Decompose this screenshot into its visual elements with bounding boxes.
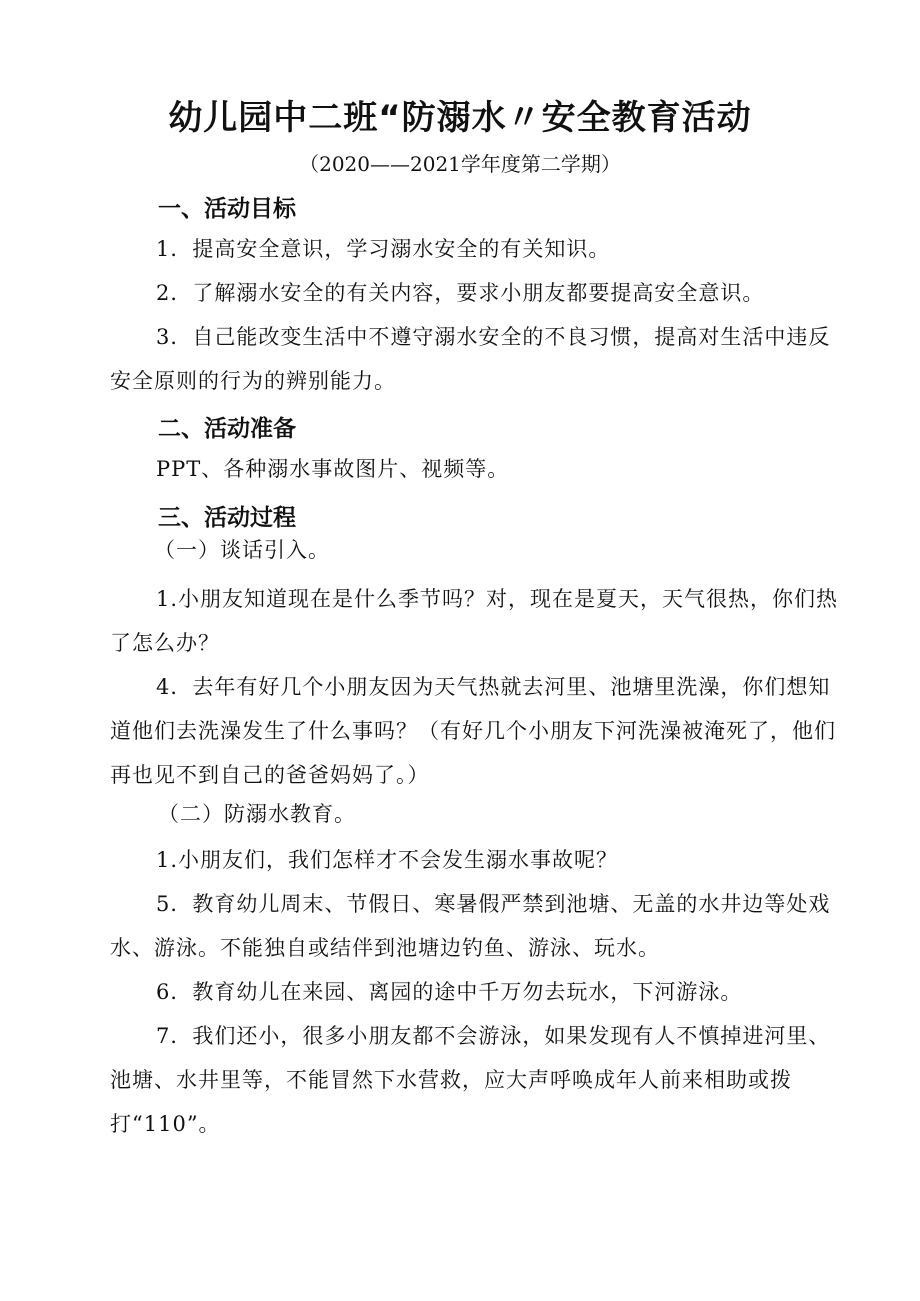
part2-item-2: 5．教育幼儿周末、节假日、寒暑假严禁到池塘、无盖的水井边等处戏水、游泳。不能独自或结伴到池塘边钓鱼、游泳、玩水。 — [110, 892, 831, 960]
document-subtitle: （2020——2021学年度第二学期） — [299, 152, 621, 176]
part1-item-2: 4．去年有好几个小朋友因为天气热就去河里、池塘里洗澡，你们想知道他们去洗澡发生了什么事吗？（有好几个小朋友下河洗澡被淹死了，他们再也见不到自己的爸爸妈妈了。） — [110, 675, 836, 787]
document-title: 幼儿园中二班“防溺水〃安全教育活动 — [168, 98, 752, 138]
section-heading-preparation: 二、活动准备 — [158, 416, 296, 442]
section-heading-process: 三、活动过程 — [158, 505, 296, 531]
section-heading-goals: 一、活动目标 — [158, 196, 296, 222]
part2-item-3: 6．教育幼儿在来园、离园的途中千万勿去玩水，下河游泳。 — [156, 980, 743, 1004]
goal-item-1: 1．提高安全意识，学习溺水安全的有关知识。 — [156, 237, 611, 261]
part2-heading: （二）防溺水教育。 — [158, 802, 356, 826]
goal-item-2: 2．了解溺水安全的有关内容，要求小朋友都要提高安全意识。 — [156, 281, 765, 305]
part1-heading: （一）谈话引入。 — [154, 538, 330, 562]
part1-item-1: 1.小朋友知道现在是什么季节吗？对，现在是夏天，天气很热，你们热了怎么办？ — [110, 587, 839, 655]
part2-item-4: 7．我们还小，很多小朋友都不会游泳，如果发现有人不慎掉进河里、池塘、水井里等，不能冒然下水营救，应大声呼唤成年人前来相助或拨打“110”。 — [110, 1024, 831, 1136]
part2-item-1: 1.小朋友们，我们怎样才不会发生溺水事故呢？ — [156, 848, 619, 872]
preparation-text: PPT、各种溺水事故图片、视频等。 — [156, 457, 510, 481]
goal-item-3: 3．自己能改变生活中不遵守溺水安全的不良习惯，提高对生活中违反安全原则的行为的辨别能力。 — [110, 325, 831, 393]
